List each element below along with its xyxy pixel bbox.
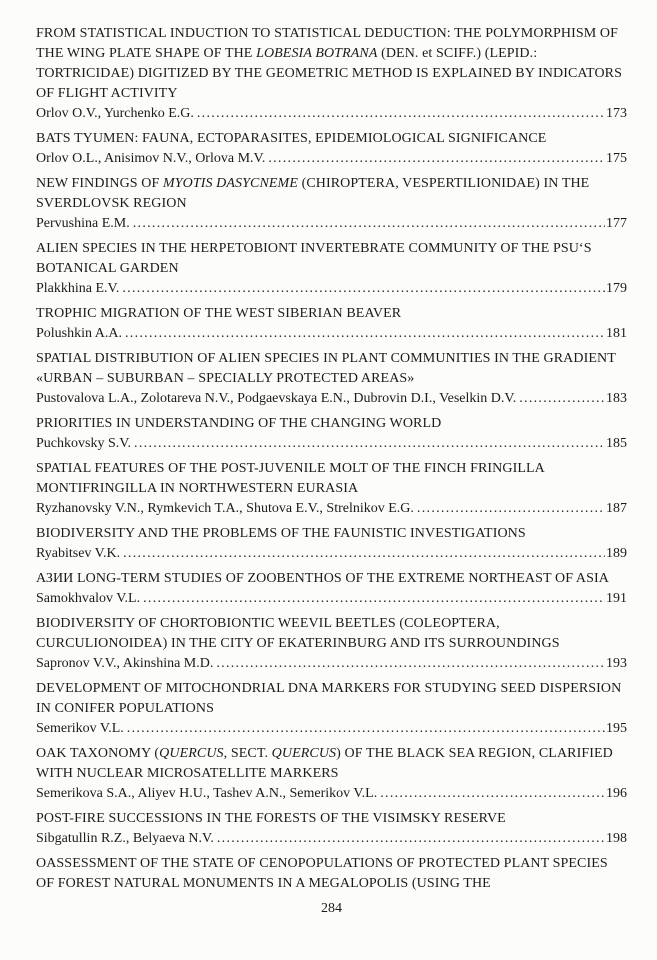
entry-page-number: 183 — [606, 391, 627, 406]
dot-leader — [197, 104, 605, 124]
entry-authors-row — [36, 324, 627, 344]
entry-authors-row — [36, 499, 627, 519]
entry-authors-row — [36, 829, 627, 849]
entry-title-segment: BIODIVERSITY AND THE PROBLEMS OF THE FAUNISTIC INVESTIGATIONS — [36, 526, 526, 541]
entry-authors: Plakkhina E.V. — [36, 281, 120, 296]
toc-entry — [36, 744, 627, 804]
entry-title-segment: FROM STATISTICAL INDUCTION TO STATISTICAL DEDUCTION: THE POLYMORPHISM OF THE WING PLATE SHAPE OF THE — [36, 26, 618, 61]
entry-title-segment: TROPHIC MIGRATION OF THE WEST SIBERIAN BEAVER — [36, 306, 402, 321]
entry-authors: Puchkovsky S.V. — [36, 436, 132, 451]
entry-authors: Orlov O.L., Anisimov N.V., Orlova M.V. — [36, 151, 266, 166]
toc-entry — [36, 24, 627, 124]
dot-leader — [134, 434, 605, 454]
toc-entry — [36, 854, 627, 894]
entry-title — [36, 679, 627, 719]
dot-leader — [216, 654, 605, 674]
entry-title — [36, 614, 627, 654]
entry-title-segment: BATS TYUMEN: FAUNA, ECTOPARASITES, EPIDEMIOLOGICAL SIGNIFICANCE — [36, 131, 547, 146]
entry-authors: Polushkin A.A. — [36, 326, 122, 341]
entry-title-italic-segment: LOBESIA BOTRANA — [256, 46, 378, 61]
entry-authors-row — [36, 784, 627, 804]
footer-page-number: 284 — [321, 901, 342, 916]
dot-leader — [125, 324, 605, 344]
entry-authors: Ryzhanovsky V.N., Rymkevich T.A., Shutova E.V., Strelnikov E.G. — [36, 501, 414, 516]
dot-leader — [133, 214, 605, 234]
entry-title — [36, 414, 627, 434]
dot-leader — [417, 499, 605, 519]
entry-title-segment: SPATIAL DISTRIBUTION OF ALIEN SPECIES IN PLANT COMMUNITIES IN THE GRADIENT «URBAN – SUBURBAN – SPECIALLY PROTECTED AREAS» — [36, 351, 616, 386]
entry-title — [36, 569, 627, 589]
entry-page-number: 189 — [606, 546, 627, 561]
entry-title-segment: , SECT. — [223, 746, 272, 761]
entry-title-segment: ) OF THE BLACK SEA REGION, CLARIFIED WITH NUCLEAR MICROSATELLITE MARKERS — [36, 746, 613, 781]
toc-entry — [36, 524, 627, 564]
entry-authors-row — [36, 589, 627, 609]
entry-authors-row — [36, 149, 627, 169]
entry-title — [36, 524, 627, 544]
entry-page-number: 173 — [606, 106, 627, 121]
entry-authors: Ryabitsev V.K. — [36, 546, 121, 561]
entry-authors-row — [36, 719, 627, 739]
entry-authors: Orlov O.V., Yurchenko E.G. — [36, 106, 194, 121]
entry-authors-row — [36, 104, 627, 124]
entry-authors: Pustovalova L.A., Zolotareva N.V., Podgaevskaya E.N., Dubrovin D.I., Veselkin D.V. — [36, 391, 517, 406]
toc-entry — [36, 414, 627, 454]
entry-authors-row — [36, 389, 627, 409]
entry-authors-row — [36, 654, 627, 674]
entry-page-number: 177 — [606, 216, 627, 231]
entry-title-segment: POST-FIRE SUCCESSIONS IN THE FORESTS OF THE VISIMSKY RESERVE — [36, 811, 506, 826]
entry-title-segment: ALIEN SPECIES IN THE HERPETOBIONT INVERTEBRATE COMMUNITY OF THE PSU‘S BOTANICAL GARDEN — [36, 241, 592, 276]
dot-leader — [122, 279, 605, 299]
entry-title-segment: NEW FINDINGS OF — [36, 176, 163, 191]
toc-entry — [36, 569, 627, 609]
toc-entry — [36, 614, 627, 674]
entry-page-number: 195 — [606, 721, 627, 736]
entry-title — [36, 304, 627, 324]
entry-page-number: 175 — [606, 151, 627, 166]
toc-entry — [36, 304, 627, 344]
dot-leader — [123, 544, 605, 564]
entry-authors: Samokhvalov V.L. — [36, 591, 141, 606]
entry-authors: Semerikova S.A., Aliyev H.U., Tashev A.N., Semerikov V.L. — [36, 786, 378, 801]
entry-page-number: 187 — [606, 501, 627, 516]
entry-title-segment: SPATIAL FEATURES OF THE POST-JUVENILE MOLT OF THE FINCH FRINGILLA MONTIFRINGILLA IN NORTHWESTERN EURASIA — [36, 461, 545, 496]
dot-leader — [380, 784, 605, 804]
entry-title-italic-segment: MYOTIS DASYCNEME — [162, 176, 298, 191]
entry-authors-row — [36, 434, 627, 454]
entry-title-segment: АЗИИ LONG-TERM STUDIES OF ZOOBENTHOS OF THE EXTREME NORTHEAST OF ASIA — [36, 571, 609, 586]
entry-page-number: 185 — [606, 436, 627, 451]
entry-title — [36, 459, 627, 499]
entry-authors: Pervushina E.M. — [36, 216, 130, 231]
entry-title — [36, 854, 627, 894]
entry-page-number: 179 — [606, 281, 627, 296]
entry-page-number: 193 — [606, 656, 627, 671]
entry-title-italic-segment: QUERCUS — [271, 746, 337, 761]
entry-title — [36, 744, 627, 784]
entry-title-segment: BIODIVERSITY OF CHORTOBIONTIC WEEVIL BEETLES (COLEOPTERA, CURCULIONOIDEA) IN THE CITY OF EKATERINBURG AND ITS SURROUNDINGS — [36, 616, 560, 651]
toc-entry — [36, 239, 627, 299]
entry-authors: Semerikov V.L. — [36, 721, 124, 736]
entry-title-segment: (DEN. et SCIFF.) (LEPID.: TORTRICIDAE) DIGITIZED BY THE GEOMETRIC METHOD IS EXPLAINED BY INDICATORS OF FLIGHT ACTIVITY — [36, 46, 622, 101]
entry-page-number: 198 — [606, 831, 627, 846]
toc-entry — [36, 349, 627, 409]
entry-title-segment: OAK TAXONOMY ( — [36, 746, 160, 761]
entry-authors-row — [36, 214, 627, 234]
entry-authors: Sapronov V.V., Akinshina M.D. — [36, 656, 214, 671]
entry-page-number: 181 — [606, 326, 627, 341]
toc-entry — [36, 174, 627, 234]
entry-authors-row — [36, 544, 627, 564]
toc-entry — [36, 809, 627, 849]
entry-page-number: 196 — [606, 786, 627, 801]
toc-entry — [36, 459, 627, 519]
dot-leader — [127, 719, 605, 739]
entry-title — [36, 809, 627, 829]
toc-entry — [36, 129, 627, 169]
entry-page-number: 191 — [606, 591, 627, 606]
toc-entry — [36, 679, 627, 739]
toc-entries — [36, 24, 627, 894]
dot-leader — [268, 149, 605, 169]
entry-authors: Sibgatullin R.Z., Belyaeva N.V. — [36, 831, 214, 846]
dot-leader — [519, 389, 605, 409]
dot-leader — [217, 829, 605, 849]
entry-title-segment: (CHIROPTERA, VESPERTILIONIDAE) IN THE SVERDLOVSK REGION — [36, 176, 590, 211]
entry-title-segment: OASSESSMENT OF THE STATE OF CENOPOPULATIONS OF PROTECTED PLANT SPECIES OF FOREST NATURAL MONUMENTS IN A MEGALOPOLIS (USING THE — [36, 856, 608, 891]
entry-title-italic-segment: QUERCUS — [159, 746, 224, 761]
entry-title — [36, 174, 627, 214]
entry-title — [36, 24, 627, 104]
entry-title — [36, 349, 627, 389]
dot-leader — [143, 589, 605, 609]
entry-title-segment: PRIORITIES IN UNDERSTANDING OF THE CHANGING WORLD — [36, 416, 442, 431]
entry-title — [36, 129, 627, 149]
entry-authors-row — [36, 279, 627, 299]
entry-title — [36, 239, 627, 279]
entry-title-segment: DEVELOPMENT OF MITOCHONDRIAL DNA MARKERS FOR STUDYING SEED DISPERSION IN CONIFER POPULATIONS — [36, 681, 622, 716]
